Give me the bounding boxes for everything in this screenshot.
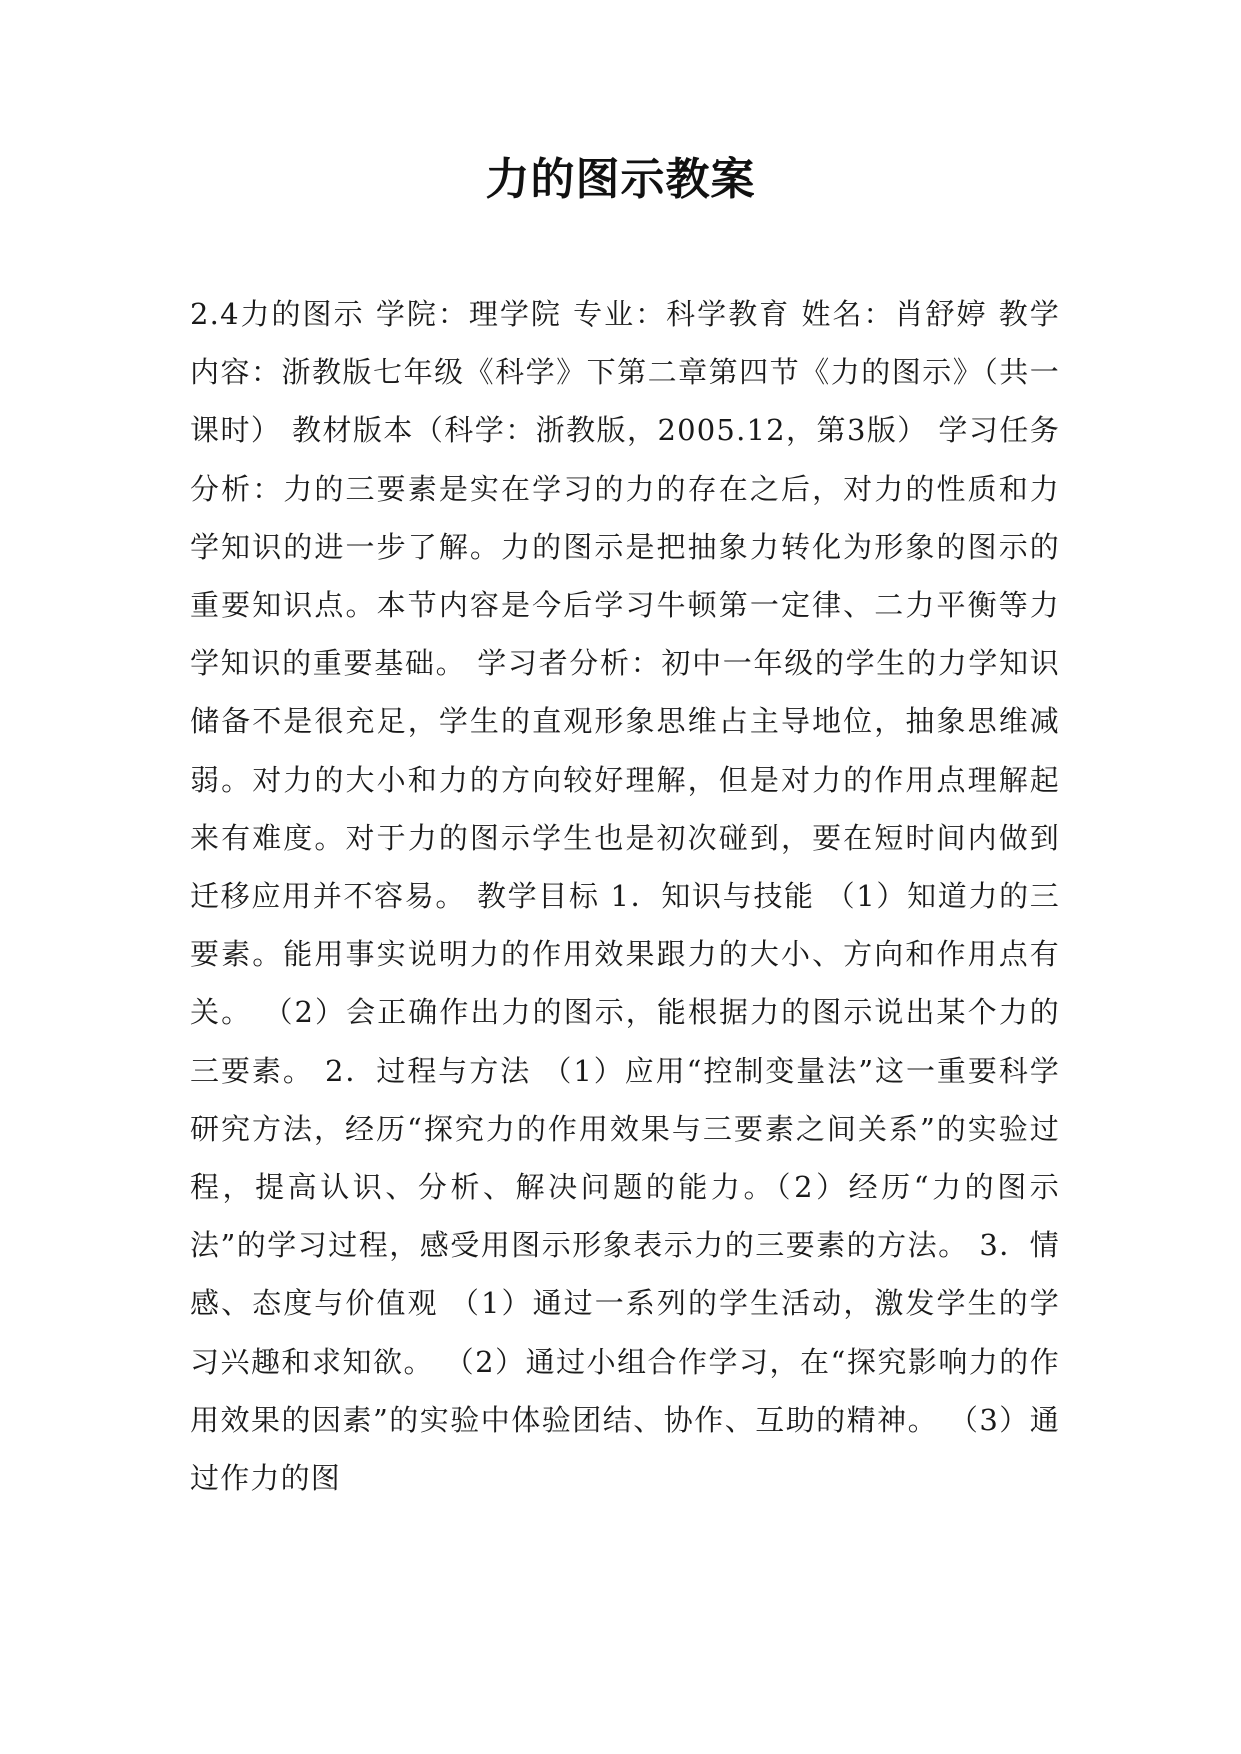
document-body-text: 2.4力的图示 学院：理学院 专业：科学教育 姓名：肖舒婷 教学内容：浙教版七年级《科学》下第二章第四节《力的图示》（共一课时） 教材版本（科学：浙教版，2005.12，第3版） 学习任务分析：力的三要素是实在学习的力的存在之后，对力的性质和力学知识的进一步了解。力的图示是把抽象力转化为形象的图示的重要知识点。本节内容是今后学习牛顿第一定律、二力平衡等力学知识的重要基础。 学习者分析：初中一年级的学生的力学知识储备不是很充足，学生的直观形象思维占主导地位，抽象思维减弱。对力的大小和力的方向较好理解，但是对力的作用点理解起来有难度。对于力的图示学生也是初次碰到，要在短时间内做到迁移应用并不容易。 教学目标 1．知识与技能 （1）知道力的三要素。能用事实说明力的作用效果跟力的大小、方向和作用点有关。 （2）会正确作出力的图示，能根据力的图示说出某个力的三要素。 2．过程与方法 （1）应用“控制变量法”这一重要科学研究方法，经历“探究力的作用效果与三要素之间关系”的实验过程，提高认识、分析、解决问题的能力。（2）经历“力的图示法”的学习过程，感受用图示形象表示力的三要素的方法。 3．情感、态度与价值观 （1）通过一系列的学生活动，激发学生的学习兴趣和求知欲。 （2）通过小组合作学习，在“探究影响力的作用效果的因素”的实验中体验团结、协作、互助的精神。 （3）通过作力的图	[190, 297, 1060, 1496]
document-title: 力的图示教案	[485, 154, 756, 205]
